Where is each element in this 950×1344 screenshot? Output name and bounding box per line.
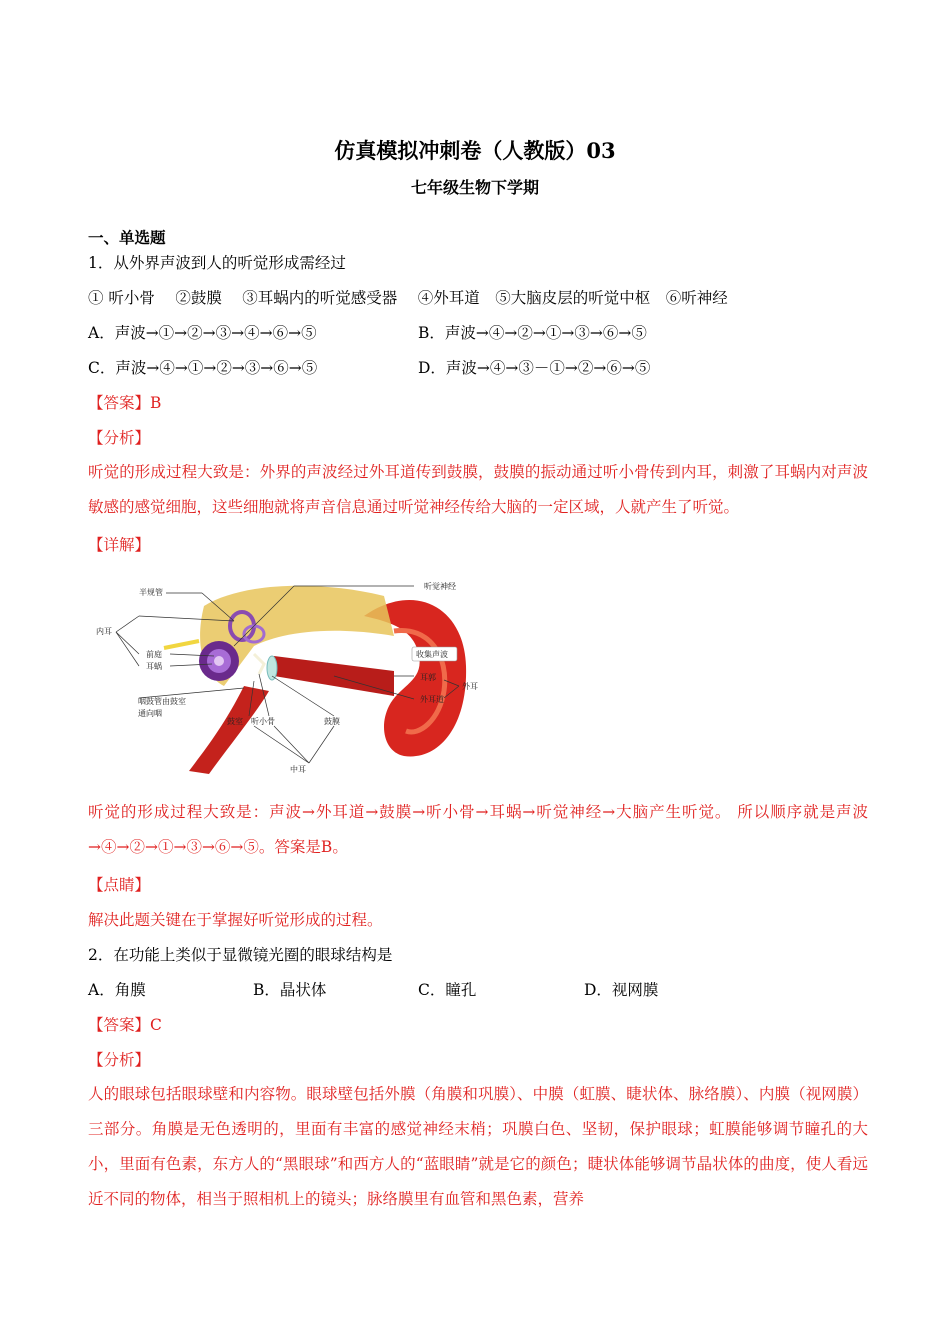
label-ear-canal: 外耳道	[420, 695, 444, 704]
q1-option-d: D．声波→④→③－①→②→⑥→⑤	[418, 359, 651, 377]
q2-answer	[88, 1013, 162, 1037]
auditory-nerve-shape	[164, 641, 199, 648]
q1-analysis-label: 【分析】	[88, 429, 151, 447]
label-vestibule: 前庭	[146, 650, 162, 659]
q1-option-c: C．声波→④→①→②→③→⑥→⑤	[88, 359, 318, 377]
q1-comment-label: 【点睛】	[88, 876, 151, 894]
label-middle-ear: 中耳	[290, 765, 306, 774]
ossicles-shape	[254, 654, 264, 674]
label-semicircular-canal: 半规管	[139, 588, 163, 597]
section-heading: 一、单选题	[88, 228, 166, 247]
label-cochlea: 耳蜗	[146, 662, 162, 671]
label-inner-ear: 内耳	[96, 627, 112, 636]
q1-items: ① 听小骨 ②鼓膜 ③耳蜗内的听觉感受器 ④外耳道 ⑤大脑皮层的听觉中枢 ⑥听神经	[88, 289, 728, 307]
q2-option-c: C．瞳孔	[418, 981, 477, 999]
label-auricle: 耳郭	[420, 673, 436, 682]
eustachian-tube-shape	[189, 686, 269, 774]
label-outer-ear: 外耳	[462, 682, 478, 691]
q1-option-a: A．声波→①→②→③→④→⑥→⑤	[88, 324, 317, 342]
label-collect-sound: 收集声波	[416, 650, 448, 659]
q1-answer-label: 【答案】	[88, 394, 151, 412]
page-subtitle: 七年级生物下学期	[410, 178, 539, 197]
q1-detail-text: 听觉的形成过程大致是：声波→外耳道→鼓膜→听小骨→耳蜗→听觉神经→大脑产生听觉。 所以顺序就是声波→④→②→①→③→⑥→⑤。答案是B。	[88, 803, 868, 856]
q2-stem: 2．在功能上类似于显微镜光圈的眼球结构是	[88, 946, 393, 964]
q2-analysis-text: 人的眼球包括眼球壁和内容物。眼球壁包括外膜（角膜和巩膜）、中膜（虹膜、睫状体、脉络膜）、内膜（视网膜）三部分。角膜是无色透明的，里面有丰富的感觉神经末梢；巩膜白色、坚韧，保护眼球；虹膜能够调节瞳孔的大小，里面有色素，东方人的“黑眼球”和西方人的“蓝眼睛”就是它的颜色；睫状体能够调节晶状体的曲度，使人看远近不同的物体，相当于照相机上的镜头；脉络膜里有血管和黑色素，营养	[88, 1085, 868, 1208]
ear-anatomy-figure	[94, 576, 494, 776]
q1-stem: 1．从外界声波到人的听觉形成需经过	[88, 254, 346, 272]
label-ossicles: 听小骨	[251, 717, 275, 726]
q2-option-a: A．角膜	[88, 981, 146, 999]
label-tympanic-cavity: 鼓室	[227, 717, 243, 726]
q2-option-b: B．晶状体	[253, 981, 327, 999]
label-eustachian-1: 咽鼓管由鼓室	[138, 697, 186, 706]
q1-detail-label: 【详解】	[88, 536, 151, 554]
q1-option-b: B．声波→④→②→①→③→⑥→⑤	[418, 324, 647, 342]
q1-analysis-text: 听觉的形成过程大致是：外界的声波经过外耳道传到鼓膜，鼓膜的振动通过听小骨传到内耳，刺激了耳蜗内对声波敏感的感觉细胞，这些细胞就将声音信息通过听觉神经传给大脑的一定区域，人就产生了听觉。	[88, 463, 868, 516]
label-auditory-nerve: 听觉神经	[424, 582, 456, 591]
q2-analysis-label: 【分析】	[88, 1051, 151, 1069]
q2-answer-value: C	[150, 1016, 162, 1034]
q1-answer	[88, 391, 161, 415]
label-eardrum: 鼓膜	[324, 717, 340, 726]
q2-answer-label: 【答案】	[88, 1016, 151, 1034]
cochlea-core	[214, 656, 224, 666]
q1-answer-value: B	[150, 394, 162, 412]
page-title: 仿真模拟冲刺卷（人教版）03	[334, 138, 616, 163]
label-eustachian-2: 通向咽	[138, 709, 162, 718]
q1-comment-text: 解决此题关键在于掌握好听觉形成的过程。	[88, 911, 383, 929]
q2-option-d: D．视网膜	[584, 981, 659, 999]
